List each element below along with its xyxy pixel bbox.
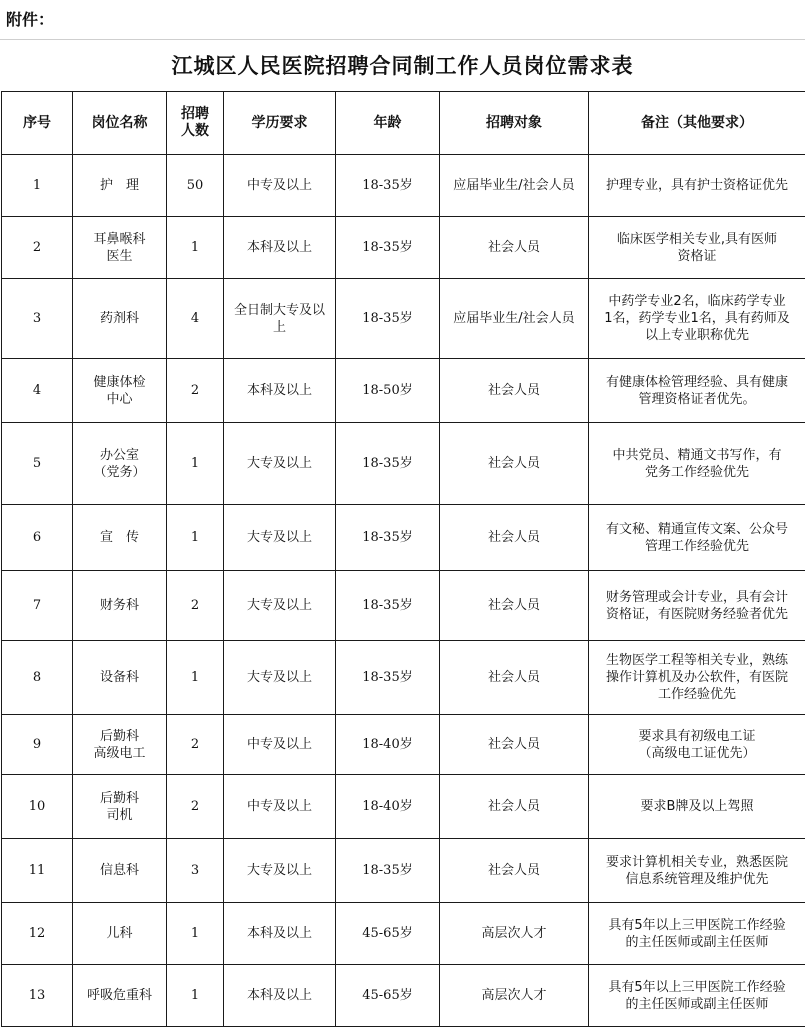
cell-education: 本科及以上	[224, 217, 336, 279]
cell-no: 13	[2, 965, 73, 1027]
table-row	[2, 571, 805, 641]
cell-target: 社会人员	[440, 571, 589, 641]
cell-target: 社会人员	[440, 423, 589, 505]
cell-count: 1	[167, 423, 224, 505]
cell-no: 5	[2, 423, 73, 505]
cell-target: 社会人员	[440, 775, 589, 839]
cell-age: 18-40岁	[336, 715, 440, 775]
cell-age: 18-35岁	[336, 839, 440, 903]
cell-no: 10	[2, 775, 73, 839]
cell-count: 2	[167, 571, 224, 641]
cell-position: 后勤科 司机	[73, 775, 167, 839]
cell-position: 护 理	[73, 155, 167, 217]
cell-position: 药剂科	[73, 279, 167, 359]
cell-target: 高层次人才	[440, 965, 589, 1027]
page-title: 江城区人民医院招聘合同制工作人员岗位需求表	[0, 40, 805, 91]
cell-age: 18-35岁	[336, 571, 440, 641]
cell-count: 1	[167, 641, 224, 715]
cell-note: 中共党员、精通文书写作，有 党务工作经验优先	[589, 423, 805, 505]
table-row	[2, 217, 805, 279]
cell-target: 社会人员	[440, 217, 589, 279]
table-row	[2, 641, 805, 715]
cell-education: 中专及以上	[224, 155, 336, 217]
cell-no: 6	[2, 505, 73, 571]
cell-count: 2	[167, 775, 224, 839]
cell-no: 11	[2, 839, 73, 903]
cell-count: 2	[167, 715, 224, 775]
header-cell-count: 招聘 人数	[167, 92, 224, 155]
cell-count: 50	[167, 155, 224, 217]
cell-target: 社会人员	[440, 505, 589, 571]
cell-age: 18-35岁	[336, 217, 440, 279]
cell-age: 45-65岁	[336, 903, 440, 965]
cell-position: 后勤科 高级电工	[73, 715, 167, 775]
cell-position: 财务科	[73, 571, 167, 641]
job-requirements-table	[1, 91, 805, 1027]
cell-count: 2	[167, 359, 224, 423]
cell-no: 8	[2, 641, 73, 715]
cell-count: 1	[167, 903, 224, 965]
table-row	[2, 155, 805, 217]
table-row	[2, 903, 805, 965]
cell-age: 45-65岁	[336, 965, 440, 1027]
cell-position: 呼吸危重科	[73, 965, 167, 1027]
cell-education: 大专及以上	[224, 423, 336, 505]
cell-target: 社会人员	[440, 715, 589, 775]
cell-education: 全日制大专及以 上	[224, 279, 336, 359]
cell-target: 高层次人才	[440, 903, 589, 965]
table-row	[2, 715, 805, 775]
cell-age: 18-35岁	[336, 423, 440, 505]
cell-age: 18-35岁	[336, 155, 440, 217]
table-row	[2, 775, 805, 839]
cell-count: 1	[167, 217, 224, 279]
cell-no: 9	[2, 715, 73, 775]
cell-note: 有健康体检管理经验、具有健康 管理资格证者优先。	[589, 359, 805, 423]
cell-age: 18-40岁	[336, 775, 440, 839]
table-row	[2, 423, 805, 505]
header-cell-education: 学历要求	[224, 92, 336, 155]
cell-age: 18-35岁	[336, 279, 440, 359]
cell-position: 信息科	[73, 839, 167, 903]
cell-count: 3	[167, 839, 224, 903]
cell-note: 要求具有初级电工证 （高级电工证优先）	[589, 715, 805, 775]
cell-count: 1	[167, 965, 224, 1027]
cell-position: 宣 传	[73, 505, 167, 571]
cell-target: 社会人员	[440, 839, 589, 903]
table-row	[2, 279, 805, 359]
cell-no: 1	[2, 155, 73, 217]
cell-education: 中专及以上	[224, 775, 336, 839]
cell-note: 有文秘、精通宣传文案、公众号 管理工作经验优先	[589, 505, 805, 571]
cell-position: 健康体检 中心	[73, 359, 167, 423]
cell-education: 大专及以上	[224, 505, 336, 571]
cell-target: 社会人员	[440, 359, 589, 423]
cell-age: 18-50岁	[336, 359, 440, 423]
cell-note: 护理专业，具有护士资格证优先	[589, 155, 805, 217]
cell-education: 本科及以上	[224, 965, 336, 1027]
cell-education: 本科及以上	[224, 903, 336, 965]
cell-position: 设备科	[73, 641, 167, 715]
cell-count: 1	[167, 505, 224, 571]
cell-note: 要求B牌及以上驾照	[589, 775, 805, 839]
cell-note: 中药学专业2名，临床药学专业 1名，药学专业1名，具有药师及 以上专业职称优先	[589, 279, 805, 359]
cell-note: 要求计算机相关专业，熟悉医院 信息系统管理及维护优先	[589, 839, 805, 903]
header-cell-position: 岗位名称	[73, 92, 167, 155]
header-cell-age: 年龄	[336, 92, 440, 155]
header-cell-target: 招聘对象	[440, 92, 589, 155]
cell-education: 大专及以上	[224, 839, 336, 903]
cell-no: 2	[2, 217, 73, 279]
table-row	[2, 359, 805, 423]
header-cell-no: 序号	[2, 92, 73, 155]
cell-education: 本科及以上	[224, 359, 336, 423]
table-row	[2, 965, 805, 1027]
cell-position: 儿科	[73, 903, 167, 965]
cell-note: 具有5年以上三甲医院工作经验 的主任医师或副主任医师	[589, 965, 805, 1027]
header-cell-note: 备注（其他要求）	[589, 92, 805, 155]
table-row	[2, 505, 805, 571]
cell-note: 财务管理或会计专业，具有会计 资格证，有医院财务经验者优先	[589, 571, 805, 641]
cell-position: 办公室 （党务）	[73, 423, 167, 505]
cell-position: 耳鼻喉科 医生	[73, 217, 167, 279]
cell-no: 12	[2, 903, 73, 965]
cell-age: 18-35岁	[336, 641, 440, 715]
cell-note: 具有5年以上三甲医院工作经验 的主任医师或副主任医师	[589, 903, 805, 965]
cell-no: 3	[2, 279, 73, 359]
cell-no: 7	[2, 571, 73, 641]
attachment-label: 附件：	[0, 0, 805, 40]
table-header-row	[2, 92, 805, 155]
cell-note: 生物医学工程等相关专业，熟练 操作计算机及办公软件，有医院 工作经验优先	[589, 641, 805, 715]
cell-education: 大专及以上	[224, 571, 336, 641]
cell-count: 4	[167, 279, 224, 359]
cell-target: 应届毕业生/社会人员	[440, 155, 589, 217]
cell-note: 临床医学相关专业,具有医师 资格证	[589, 217, 805, 279]
cell-education: 中专及以上	[224, 715, 336, 775]
cell-education: 大专及以上	[224, 641, 336, 715]
cell-target: 社会人员	[440, 641, 589, 715]
cell-no: 4	[2, 359, 73, 423]
table-row	[2, 839, 805, 903]
table-body	[2, 155, 805, 1027]
cell-age: 18-35岁	[336, 505, 440, 571]
cell-target: 应届毕业生/社会人员	[440, 279, 589, 359]
